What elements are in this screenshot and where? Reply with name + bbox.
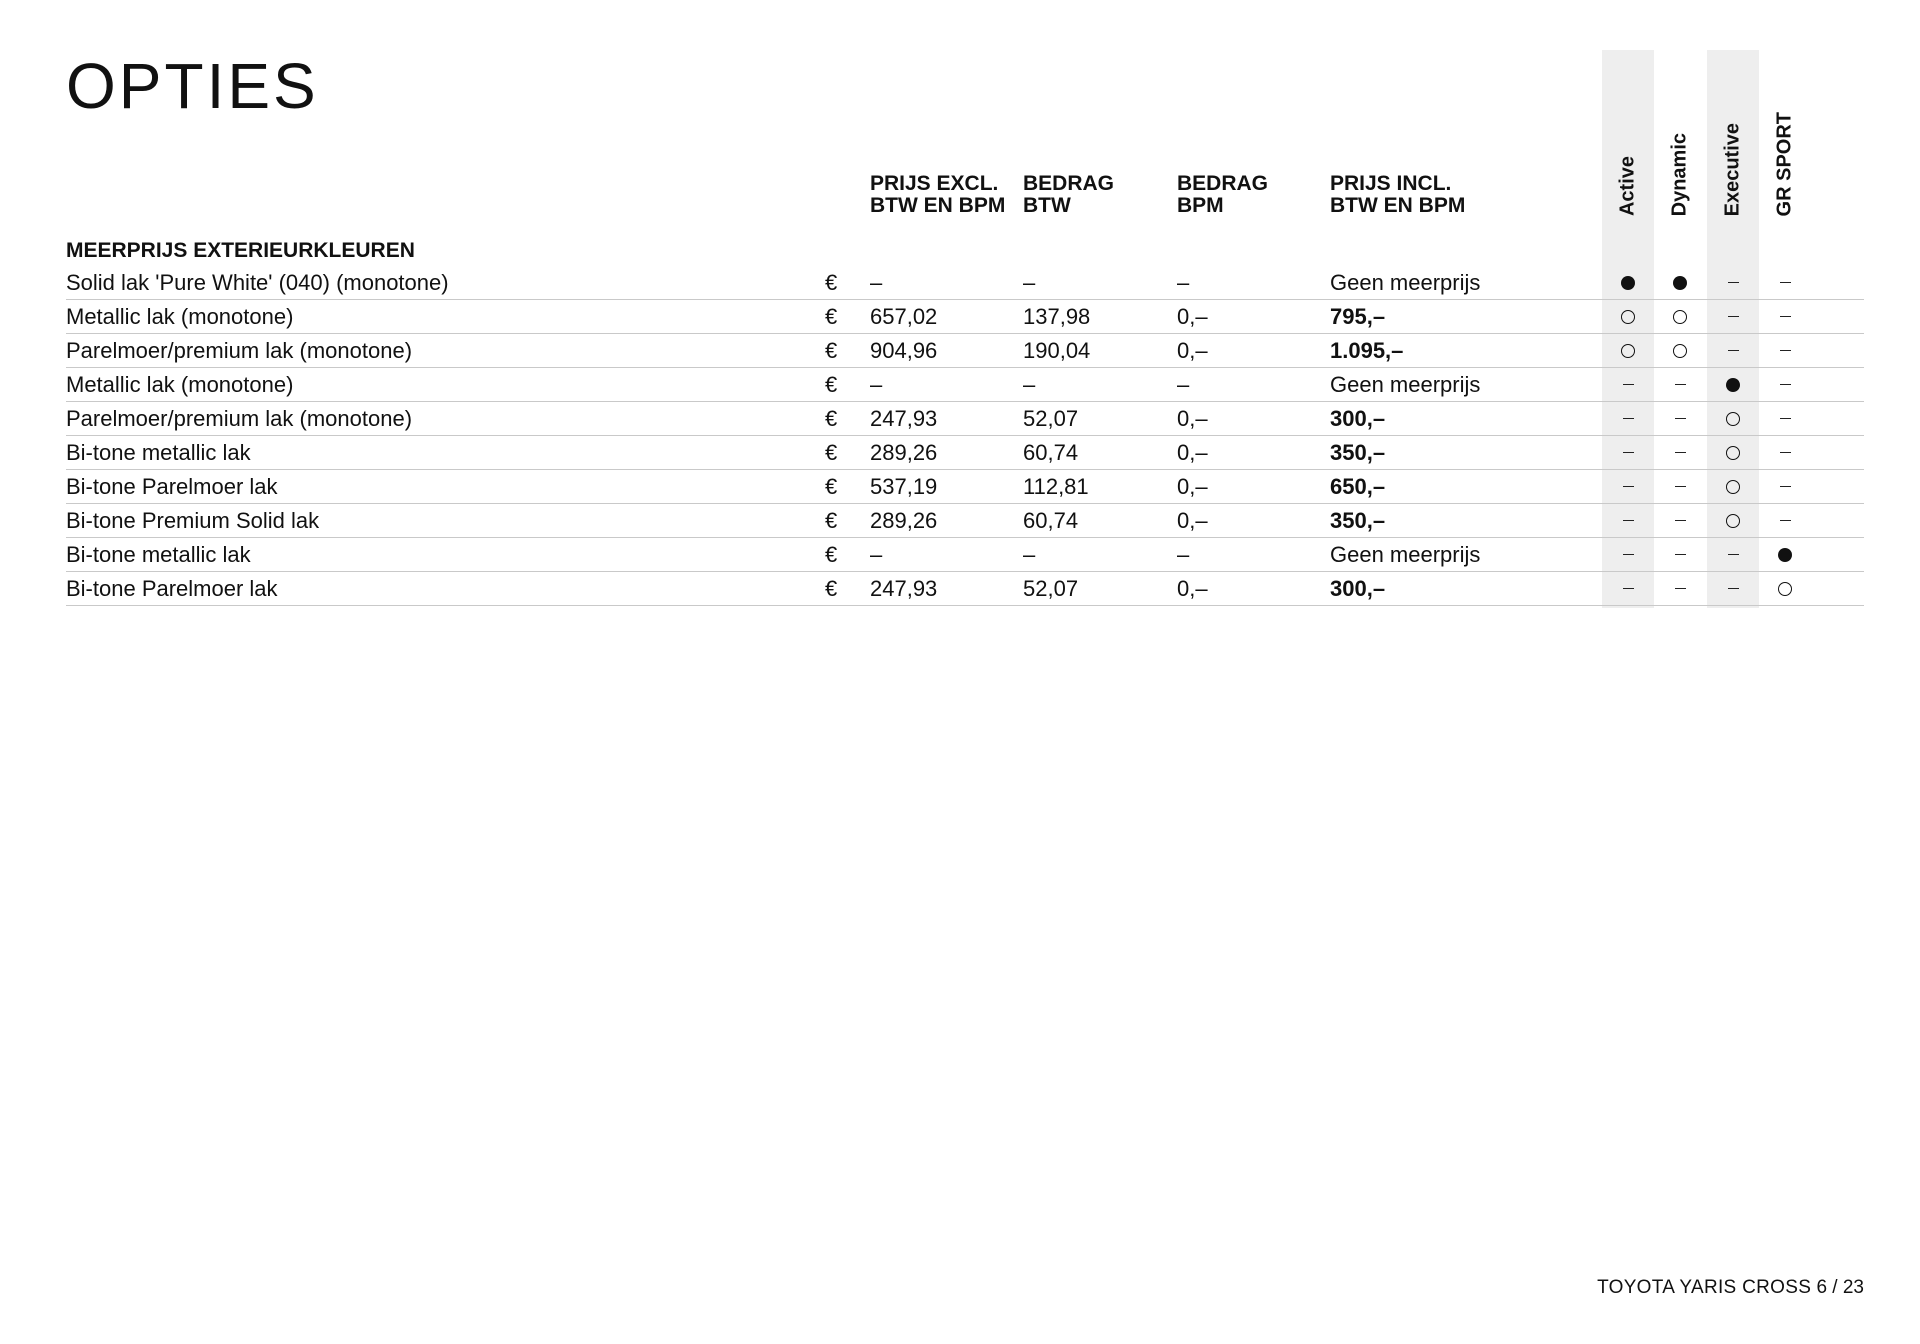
- table-row: [66, 334, 1864, 368]
- currency-symbol: €: [825, 508, 838, 533]
- not-available-dash-icon: [1654, 504, 1706, 537]
- price-incl-value: 650,–: [1330, 474, 1386, 499]
- currency-symbol: €: [825, 542, 838, 567]
- price-excl-value: –: [870, 372, 883, 397]
- currency-symbol: €: [825, 372, 838, 397]
- price-incl-value: Geen meerprijs: [1330, 270, 1481, 295]
- footer-page-number: 6 / 23: [1816, 1277, 1864, 1298]
- bpm-value: –: [1177, 372, 1190, 397]
- btw-value: –: [1023, 270, 1036, 295]
- bpm-value: 0,–: [1177, 508, 1208, 533]
- btw-value: 112,81: [1023, 474, 1089, 499]
- optional-open-circle-icon: [1707, 436, 1759, 469]
- column-header-line: PRIJS INCL.: [1330, 172, 1452, 195]
- not-available-dash-icon: [1602, 572, 1654, 605]
- column-header-btw: [1023, 173, 1114, 217]
- table-row: [66, 504, 1864, 538]
- standard-filled-circle-icon: [1602, 266, 1654, 299]
- not-available-dash-icon: [1707, 334, 1759, 367]
- price-excl-value: 904,96: [870, 338, 938, 363]
- not-available-dash-icon: [1707, 572, 1759, 605]
- btw-value: 137,98: [1023, 304, 1091, 329]
- column-header-bpm: [1177, 173, 1268, 217]
- price-incl-value: 350,–: [1330, 508, 1386, 533]
- optional-open-circle-icon: [1602, 334, 1654, 367]
- currency-symbol: €: [825, 304, 838, 329]
- price-incl-value: 300,–: [1330, 576, 1386, 601]
- btw-value: 190,04: [1023, 338, 1091, 363]
- bpm-value: 0,–: [1177, 474, 1208, 499]
- trim-label: Executive: [1721, 122, 1744, 216]
- price-incl-value: 350,–: [1330, 440, 1386, 465]
- btw-value: 60,74: [1023, 508, 1079, 533]
- btw-value: 60,74: [1023, 440, 1079, 465]
- optional-open-circle-icon: [1707, 470, 1759, 503]
- optional-open-circle-icon: [1654, 334, 1706, 367]
- currency-symbol: €: [825, 338, 838, 363]
- not-available-dash-icon: [1654, 572, 1706, 605]
- price-incl-value: Geen meerprijs: [1330, 542, 1481, 567]
- option-name: Solid lak 'Pure White' (040) (monotone): [66, 270, 449, 295]
- column-header-price-excl: [870, 173, 1005, 217]
- table-row: [66, 470, 1864, 504]
- trim-label: Active: [1616, 155, 1639, 216]
- option-name: Parelmoer/premium lak (monotone): [66, 406, 413, 431]
- bpm-value: 0,–: [1177, 440, 1208, 465]
- trim-label: GR SPORT: [1773, 111, 1796, 216]
- currency-symbol: €: [825, 270, 838, 295]
- page-footer: [1597, 1276, 1864, 1300]
- not-available-dash-icon: [1654, 368, 1706, 401]
- table-row: [66, 368, 1864, 402]
- price-excl-value: –: [870, 270, 883, 295]
- not-available-dash-icon: [1759, 368, 1811, 401]
- trim-label: Dynamic: [1668, 132, 1691, 216]
- not-available-dash-icon: [1759, 266, 1811, 299]
- column-header-line: BTW: [1023, 194, 1071, 217]
- not-available-dash-icon: [1759, 470, 1811, 503]
- not-available-dash-icon: [1602, 368, 1654, 401]
- table-row: [66, 300, 1864, 334]
- price-incl-value: 300,–: [1330, 406, 1386, 431]
- bpm-value: –: [1177, 542, 1190, 567]
- option-name: Parelmoer/premium lak (monotone): [66, 338, 413, 363]
- currency-symbol: €: [825, 474, 838, 499]
- currency-symbol: €: [825, 576, 838, 601]
- price-incl-value: 795,–: [1330, 304, 1386, 329]
- not-available-dash-icon: [1654, 436, 1706, 469]
- column-header-line: BTW EN BPM: [870, 194, 1006, 217]
- currency-symbol: €: [825, 406, 838, 431]
- column-header-line: BPM: [1177, 194, 1224, 217]
- btw-value: 52,07: [1023, 406, 1079, 431]
- btw-value: –: [1023, 542, 1036, 567]
- trim-header-active: [1602, 50, 1654, 216]
- column-header-line: BTW EN BPM: [1330, 194, 1466, 217]
- option-name: Bi-tone Premium Solid lak: [66, 508, 320, 533]
- footer-model: TOYOTA YARIS CROSS: [1597, 1277, 1812, 1298]
- price-incl-value: 1.095,–: [1330, 338, 1404, 363]
- page-title: OPTIES: [66, 50, 319, 122]
- not-available-dash-icon: [1602, 470, 1654, 503]
- table-row: [66, 402, 1864, 436]
- currency-symbol: €: [825, 440, 838, 465]
- standard-filled-circle-icon: [1759, 538, 1811, 571]
- price-excl-value: 247,93: [870, 406, 938, 431]
- not-available-dash-icon: [1654, 402, 1706, 435]
- column-header-price-incl: [1330, 173, 1465, 217]
- btw-value: –: [1023, 372, 1036, 397]
- table-row: [66, 436, 1864, 470]
- not-available-dash-icon: [1759, 504, 1811, 537]
- not-available-dash-icon: [1602, 402, 1654, 435]
- table-row: [66, 572, 1864, 606]
- price-excl-value: 247,93: [870, 576, 938, 601]
- price-excl-value: 657,02: [870, 304, 938, 329]
- trim-header-gr-sport: [1759, 50, 1811, 216]
- bpm-value: 0,–: [1177, 338, 1208, 363]
- price-excl-value: 537,19: [870, 474, 938, 499]
- price-excl-value: 289,26: [870, 508, 938, 533]
- bpm-value: –: [1177, 270, 1190, 295]
- btw-value: 52,07: [1023, 576, 1079, 601]
- price-incl-value: Geen meerprijs: [1330, 372, 1481, 397]
- column-header-line: PRIJS EXCL.: [870, 172, 999, 195]
- optional-open-circle-icon: [1707, 504, 1759, 537]
- option-name: Bi-tone Parelmoer lak: [66, 576, 278, 601]
- optional-open-circle-icon: [1654, 300, 1706, 333]
- trim-header-executive: [1707, 50, 1759, 216]
- not-available-dash-icon: [1707, 300, 1759, 333]
- price-excl-value: –: [870, 542, 883, 567]
- not-available-dash-icon: [1602, 538, 1654, 571]
- standard-filled-circle-icon: [1654, 266, 1706, 299]
- option-name: Metallic lak (monotone): [66, 304, 294, 329]
- not-available-dash-icon: [1602, 436, 1654, 469]
- column-header-line: BEDRAG: [1023, 172, 1115, 195]
- trim-header-dynamic: [1654, 50, 1706, 216]
- standard-filled-circle-icon: [1707, 368, 1759, 401]
- bpm-value: 0,–: [1177, 304, 1208, 329]
- optional-open-circle-icon: [1759, 572, 1811, 605]
- not-available-dash-icon: [1654, 470, 1706, 503]
- table-row: [66, 538, 1864, 572]
- bpm-value: 0,–: [1177, 576, 1208, 601]
- option-name: Metallic lak (monotone): [66, 372, 294, 397]
- not-available-dash-icon: [1759, 436, 1811, 469]
- section-title: MEERPRIJS EXTERIEURKLEUREN: [66, 239, 415, 262]
- price-excl-value: 289,26: [870, 440, 938, 465]
- option-name: Bi-tone metallic lak: [66, 440, 251, 465]
- not-available-dash-icon: [1707, 266, 1759, 299]
- not-available-dash-icon: [1759, 334, 1811, 367]
- bpm-value: 0,–: [1177, 406, 1208, 431]
- table-row: [66, 266, 1864, 300]
- option-name: Bi-tone Parelmoer lak: [66, 474, 278, 499]
- not-available-dash-icon: [1759, 300, 1811, 333]
- not-available-dash-icon: [1602, 504, 1654, 537]
- column-header-line: BEDRAG: [1177, 172, 1269, 195]
- optional-open-circle-icon: [1602, 300, 1654, 333]
- options-table: [66, 266, 1864, 606]
- option-name: Bi-tone metallic lak: [66, 542, 251, 567]
- not-available-dash-icon: [1707, 538, 1759, 571]
- optional-open-circle-icon: [1707, 402, 1759, 435]
- not-available-dash-icon: [1654, 538, 1706, 571]
- not-available-dash-icon: [1759, 402, 1811, 435]
